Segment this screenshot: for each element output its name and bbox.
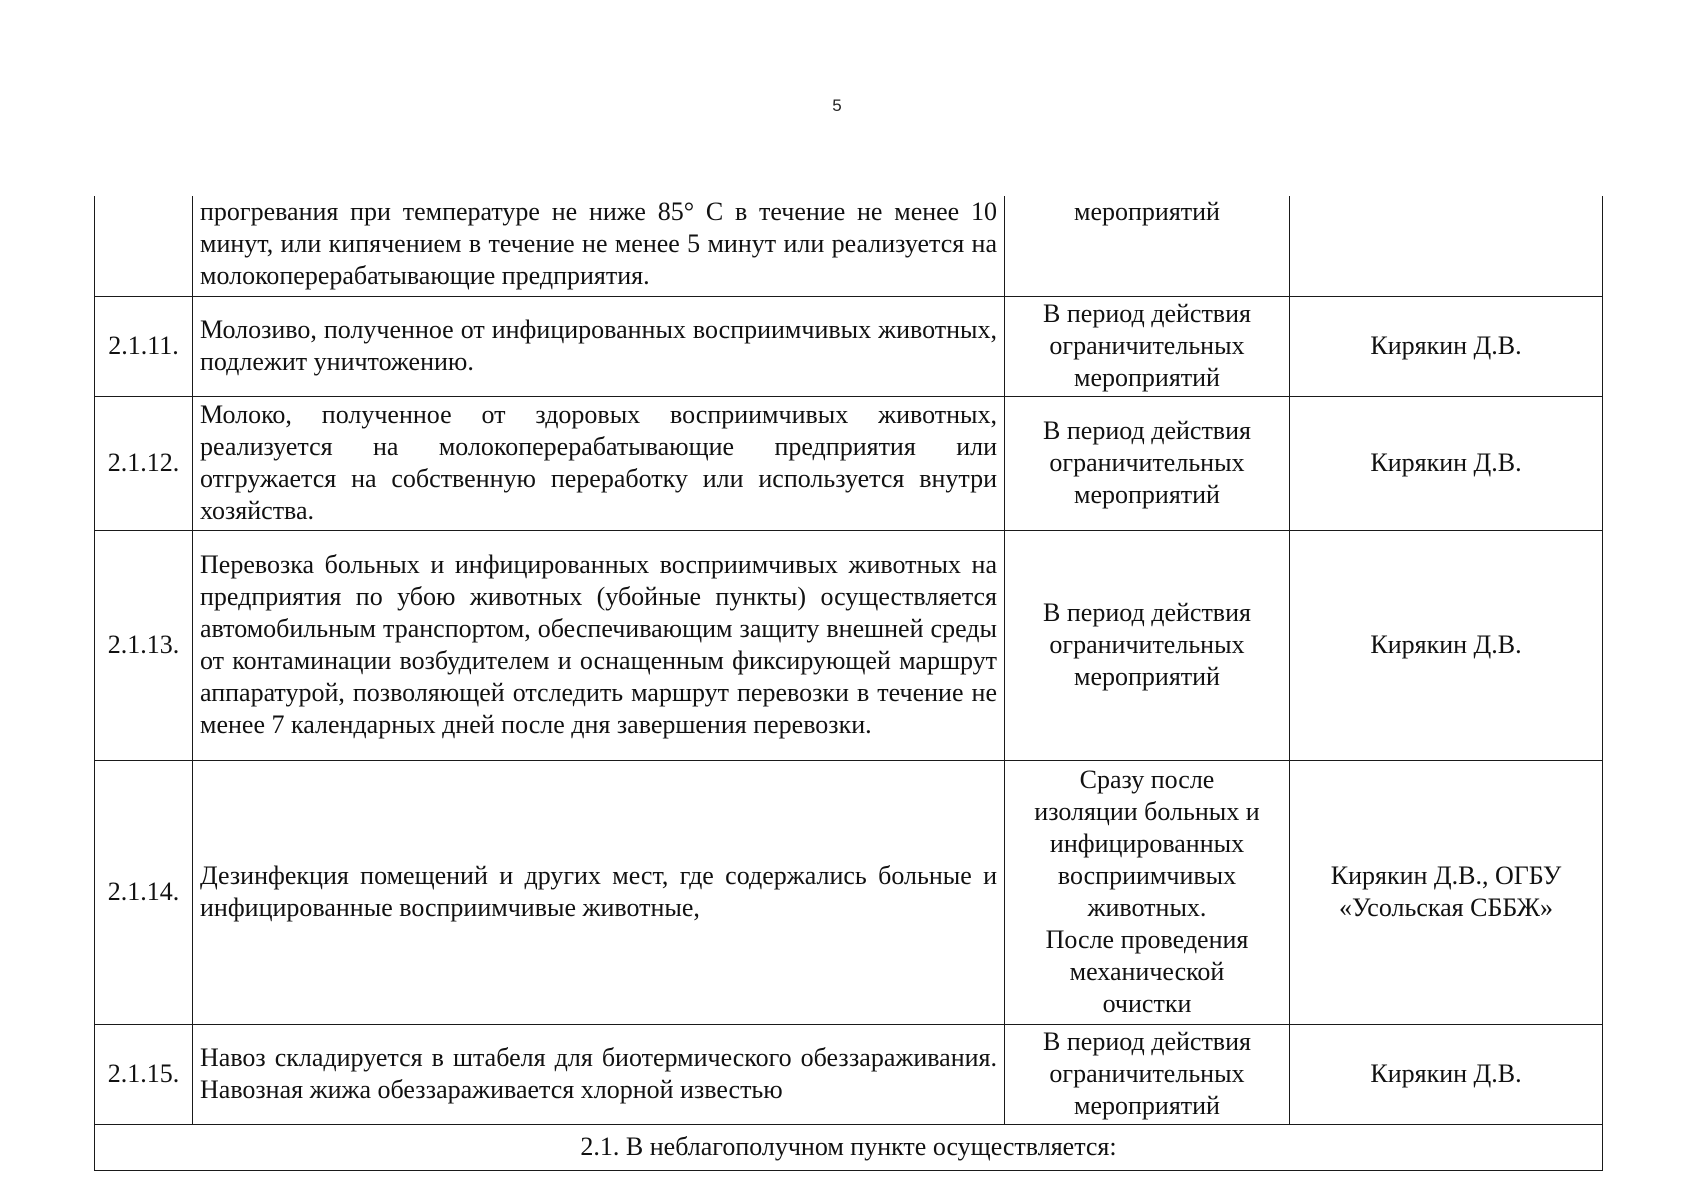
measure-responsible: Кирякин Д.В. [1290,1024,1603,1124]
section-footer-row [95,1124,1603,1170]
measure-text: Навоз складируется в штабеля для биотермического обеззараживания. Навозная жижа обеззараживается хлорной известью [193,1024,1005,1124]
table-row [95,530,1603,760]
measure-responsible: Кирякин Д.В. [1290,396,1603,530]
table-row [95,1024,1603,1124]
measure-responsible: Кирякин Д.В., ОГБУ «Усольская СББЖ» [1290,760,1603,1024]
measure-term: В период действия ограничительных мероприятий [1005,296,1290,396]
measure-term: мероприятий [1005,196,1290,296]
measure-responsible: Кирякин Д.В. [1290,296,1603,396]
measures-table [94,196,1603,1171]
measure-term: Сразу после изоляции больных и инфицированных восприимчивых животных. После проведения механической очистки [1005,760,1290,1024]
row-number [95,196,193,296]
table-row [95,196,1603,296]
row-number: 2.1.12. [95,396,193,530]
row-number: 2.1.14. [95,760,193,1024]
measure-text: Дезинфекция помещений и других мест, где содержались больные и инфицированные восприимчивые животные, [193,760,1005,1024]
measure-term: В период действия ограничительных мероприятий [1005,1024,1290,1124]
page-number: 5 [832,96,842,115]
measure-text: прогревания при температуре не ниже 85° С в течение не менее 10 минут, или кипячением в течение не менее 5 минут или реализуется на молокоперерабатывающие предприятия. [193,196,1005,296]
row-number: 2.1.15. [95,1024,193,1124]
table-row [95,396,1603,530]
table-row [95,760,1603,1024]
measure-text: Молозиво, полученное от инфицированных восприимчивых животных, подлежит уничтожению. [193,296,1005,396]
measure-text: Молоко, полученное от здоровых восприимчивых животных, реализуется на молокоперерабатывающие предприятия или отгружается на собственную переработку или используется внутри хозяйства. [193,396,1005,530]
section-footer: 2.1. В неблагополучном пункте осуществляется: [95,1124,1603,1170]
table-row [95,296,1603,396]
measure-term: В период действия ограничительных мероприятий [1005,530,1290,760]
measure-responsible: Кирякин Д.В. [1290,530,1603,760]
measure-term: В период действия ограничительных мероприятий [1005,396,1290,530]
measure-responsible [1290,196,1603,296]
row-number: 2.1.13. [95,530,193,760]
measure-text: Перевозка больных и инфицированных восприимчивых животных на предприятия по убою животных (убойные пункты) осуществляется автомобильным транспортом, обеспечивающим защиту внешней среды от контаминации возбудителем и оснащенным фиксирующей маршрут аппаратурой, позволяющей отследить маршрут перевозки в течение не менее 7 календарных дней после дня завершения перевозки. [193,530,1005,760]
row-number: 2.1.11. [95,296,193,396]
